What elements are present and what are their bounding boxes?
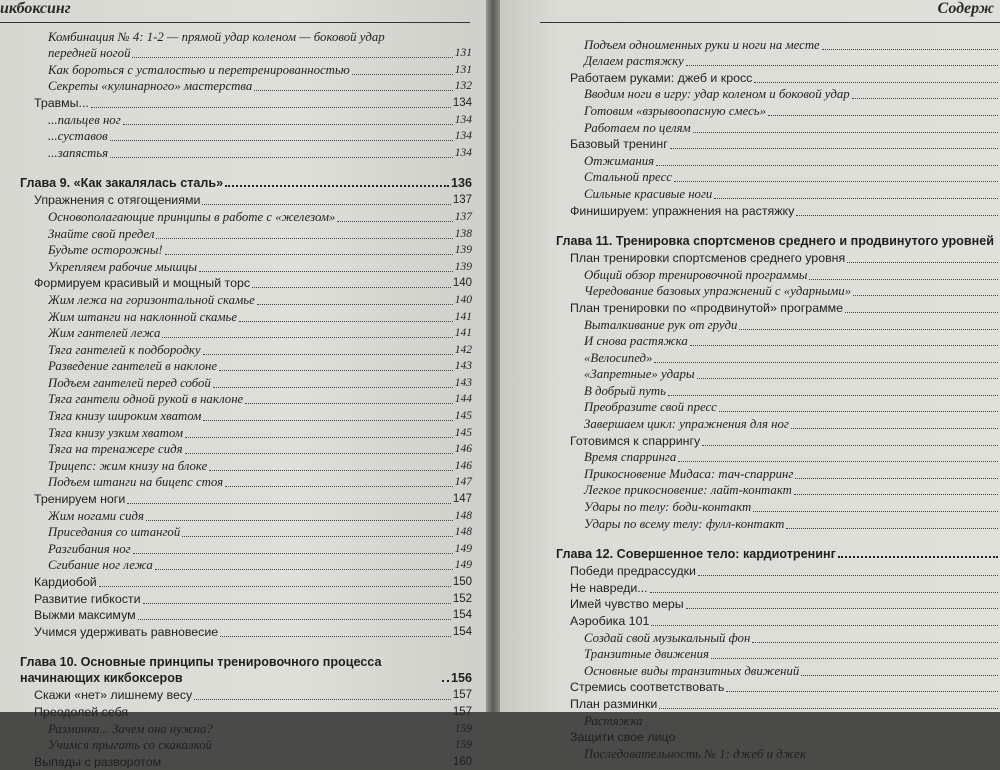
toc-subsection-entry: [556, 482, 1000, 499]
toc-entry-title: Секреты «кулинарного» мастерства: [48, 79, 253, 94]
toc-page-number: 134: [454, 146, 472, 159]
toc-entry-title: Подъем гантелей перед собой: [48, 375, 211, 390]
dot-leader: [791, 427, 998, 429]
toc-entry-title: Имей чувство меры: [570, 597, 684, 612]
toc-subsection-entry: [20, 242, 472, 259]
toc-page-number: 150: [452, 576, 472, 588]
toc-page-number: 134: [454, 130, 472, 143]
toc-entry-title: Работаем руками: джеб и кросс: [570, 70, 753, 85]
dot-leader: [138, 618, 451, 620]
toc-entry-title: Знайте свой предел: [48, 226, 155, 241]
toc-entry-title: Трицепс: жим книзу на блоке: [48, 458, 208, 473]
dot-leader: [686, 607, 998, 609]
toc-subsection-entry: [556, 465, 1000, 482]
toc-entry-title: Развитие гибкости: [34, 591, 141, 606]
dot-leader: [203, 419, 452, 421]
toc-entry-title: Легкое прикосновение: лайт-контакт: [584, 483, 792, 498]
dot-leader: [162, 336, 452, 338]
toc-entry-title: Растяжка: [584, 713, 643, 728]
dot-leader: [442, 679, 449, 682]
dot-leader: [213, 386, 453, 388]
toc-entry-title: Тяга гантелей к подбородку: [48, 342, 201, 357]
toc-section-entry: [556, 695, 1000, 712]
toc-subsection-entry: [20, 441, 472, 458]
dot-leader: [163, 765, 451, 767]
toc-entry-title: План тренировки спортсменов среднего уровня: [570, 251, 846, 266]
chapter-page-number: 136: [450, 175, 472, 190]
dot-leader: [714, 197, 998, 199]
toc-entry-title: «Запретные» удары: [584, 367, 695, 382]
dot-leader: [822, 48, 998, 50]
toc-entry-title: Тяга книзу широким хватом: [48, 409, 202, 424]
dot-leader: [239, 320, 453, 322]
dot-leader: [99, 585, 451, 587]
dot-leader: [194, 698, 451, 700]
dot-leader: [645, 724, 998, 726]
dot-leader: [123, 123, 453, 125]
toc-subsection-entry: [20, 225, 472, 242]
toc-entry-title: Будьте осторожны!: [48, 243, 163, 258]
left-header-rule: [0, 22, 470, 23]
toc-entry-title: План разминки: [570, 696, 658, 711]
dot-leader: [852, 97, 998, 99]
chapter-title: Глава 11. Тренировка спортсменов среднего и продвинутого уровней: [556, 233, 994, 248]
dot-leader: [726, 690, 998, 692]
toc-entry-title: Как бороться с усталостью и перетренированностью: [48, 62, 350, 77]
dot-leader: [352, 73, 453, 75]
toc-subsection-entry: [556, 629, 1000, 646]
toc-entry-title: Транзитные движения: [584, 647, 710, 662]
dot-leader: [768, 114, 998, 116]
toc-section-entry: [556, 563, 1000, 580]
toc-entry-title: Финишируем: упражнения на растяжку: [570, 203, 795, 218]
toc-page-number: 157: [452, 705, 472, 718]
toc-section-entry: [556, 679, 1000, 696]
dot-leader: [202, 203, 450, 205]
dot-leader: [252, 286, 451, 288]
toc-page-number: 139: [454, 244, 472, 257]
toc-entry-title: Чередование базовых упражнений с «ударными»: [584, 284, 852, 299]
dot-leader: [711, 657, 998, 659]
toc-page-number: 131: [454, 47, 472, 60]
toc-subsection-entry: [20, 45, 472, 62]
toc-page-number: 154: [452, 609, 472, 622]
toc-subsection-entry: [20, 507, 472, 524]
dot-leader: [215, 732, 453, 734]
toc-page-number: 140: [454, 293, 472, 306]
dot-leader: [219, 369, 453, 371]
toc-entry-title: Стремись соответствовать: [570, 680, 725, 695]
toc-subsection-entry: [556, 515, 1000, 532]
dot-leader: [245, 402, 453, 404]
dot-leader: [670, 147, 998, 149]
toc-page-number: 159: [454, 739, 472, 752]
toc-entry-title: Приседания со штангой: [48, 525, 181, 540]
dot-leader: [686, 64, 998, 66]
toc-section-entry: [556, 136, 1000, 153]
dot-leader: [185, 436, 453, 438]
toc-section-entry: [20, 607, 472, 624]
toc-entry-title: Выпады с разворотом: [34, 754, 162, 769]
dot-leader: [845, 311, 998, 313]
toc-subsection-entry: [556, 449, 1000, 466]
toc-entry-title: Формируем красивый и мощный торс: [34, 276, 251, 291]
toc-entry-title: Разминка... Зачем она нужна?: [48, 721, 213, 736]
toc-page-number: 147: [452, 493, 472, 506]
toc-page-number: 141: [454, 327, 472, 340]
dot-leader: [225, 485, 453, 487]
toc-entry-title: Травмы...: [34, 95, 89, 110]
dot-leader: [110, 156, 453, 158]
toc-entry-title: Готовим «взрывоопасную смесь»: [584, 103, 766, 118]
toc-entry-title: Выжми максимум: [34, 608, 136, 623]
dot-leader: [698, 574, 998, 576]
toc-page-number: 159: [454, 722, 472, 735]
dot-leader: [651, 624, 998, 626]
dot-leader: [794, 493, 998, 495]
dot-leader: [209, 469, 452, 471]
toc-subsection-entry: [556, 498, 1000, 515]
toc-entry-title: Общий обзор тренировочной программы: [584, 267, 808, 282]
toc-entry-title: Подъем одноименных руки и ноги на месте: [584, 37, 820, 52]
toc-section-entry: [556, 579, 1000, 596]
toc-page-number: 143: [454, 360, 472, 373]
toc-page-number: 154: [452, 625, 472, 638]
toc-entry-title: Завершаем цикл: упражнения для ног: [584, 417, 789, 432]
toc-page-number: 137: [452, 194, 472, 207]
toc-subsection-entry: [556, 53, 1000, 70]
dot-leader: [753, 510, 998, 512]
toc-entry-title: Сильные красивые ноги: [584, 186, 713, 201]
dot-leader: [654, 361, 998, 363]
toc-entry-title: Жим ногами сидя: [48, 508, 144, 523]
toc-subsection-entry: [556, 399, 1000, 416]
dot-leader: [132, 56, 452, 58]
left-running-head: икбоксинг: [0, 0, 71, 17]
toc-subsection-entry: [556, 283, 1000, 300]
toc-entry-title: Комбинация № 4: 1-2 — прямой удар коленом — боковой удар: [48, 29, 385, 44]
toc-section-entry: [556, 432, 1000, 449]
toc-section-entry: [20, 94, 472, 111]
toc-section-entry: [20, 590, 472, 607]
dot-leader: [91, 106, 451, 108]
toc-page-number: 143: [454, 376, 472, 389]
toc-entry-title: Жим лежа на горизонтальной скамье: [48, 292, 255, 307]
dot-leader: [739, 328, 998, 330]
toc-section-entry: [20, 192, 472, 209]
dot-leader: [786, 527, 998, 529]
dot-leader: [838, 555, 998, 558]
toc-section-entry: [556, 596, 1000, 613]
toc-subsection-entry: [556, 266, 1000, 283]
toc-section-entry: [20, 687, 472, 704]
toc-entry-title: Упражнения с отягощениями: [34, 193, 201, 208]
right-header-rule: [540, 22, 1000, 23]
toc-entry-title: Учимся прыгать со скакалкой: [48, 738, 212, 753]
dot-leader: [795, 477, 998, 479]
toc-entry-title: Разгибания ног: [48, 541, 131, 556]
dot-leader: [796, 214, 998, 216]
toc-entry-title: Победи предрассудки: [570, 564, 696, 579]
dot-leader: [155, 568, 453, 570]
toc-entry-title: Отжимания: [584, 153, 655, 168]
toc-subsection-entry: [556, 333, 1000, 350]
toc-page-number: 160: [452, 755, 472, 768]
toc-entry-title: Вводим ноги в игру: удар коленом и боковой удар: [584, 87, 850, 102]
toc-entry-title: Защити свое лицо: [570, 730, 676, 745]
chapter-page-number: 156: [450, 670, 472, 685]
toc-section-entry: [556, 729, 1000, 746]
toc-page-number: 149: [454, 559, 472, 572]
toc-subsection-entry: [20, 474, 472, 491]
toc-entry-title: Жим гантелей лежа: [48, 326, 161, 341]
toc-page-number: 137: [454, 210, 472, 223]
right-running-head: Содерж: [937, 0, 994, 17]
toc-entry-title: Скажи «нет» лишнему весу: [34, 688, 193, 703]
toc-subsection-entry: [556, 86, 1000, 103]
dot-leader: [199, 270, 453, 272]
dot-leader: [752, 641, 998, 643]
toc-subsection-entry: [556, 119, 1000, 136]
toc-subsection-entry: [556, 382, 1000, 399]
toc-page-number: 145: [454, 426, 472, 439]
toc-section-entry: [20, 490, 472, 507]
toc-page-number: 145: [454, 410, 472, 423]
dot-leader: [719, 410, 998, 412]
dot-leader: [143, 602, 451, 604]
right-toc: [556, 36, 1000, 762]
dot-leader: [801, 674, 998, 676]
toc-subsection-entry: [556, 102, 1000, 119]
dot-leader: [337, 220, 452, 222]
toc-entry-title: Готовимся к спаррингу: [570, 433, 701, 448]
toc-entry-title: Выталкивание рук от груди: [584, 317, 738, 332]
toc-subsection-entry: [20, 258, 472, 275]
dot-leader: [650, 591, 998, 593]
toc-subsection-entry: [20, 325, 472, 342]
dot-leader: [110, 139, 453, 141]
toc-entry-title: Стальной пресс: [584, 170, 672, 185]
toc-page-number: 147: [454, 476, 472, 489]
toc-subsection-entry: [556, 185, 1000, 202]
toc-page-number: 144: [454, 393, 472, 406]
toc-page-number: 131: [454, 63, 472, 76]
toc-entry-title: В добрый путь: [584, 383, 666, 398]
toc-entry-title: Тяга гантели одной рукой в наклоне: [48, 392, 244, 407]
toc-section-entry: [556, 250, 1000, 267]
toc-page-number: 139: [454, 260, 472, 273]
toc-subsection-entry: [556, 415, 1000, 432]
toc-section-entry: [20, 753, 472, 770]
toc-subsection-entry: [20, 374, 472, 391]
toc-entry-title: Тренируем ноги: [34, 492, 126, 507]
toc-page-number: 152: [452, 592, 472, 605]
dot-leader: [808, 757, 998, 759]
toc-entry-title: Основные виды транзитных движений: [584, 663, 800, 678]
toc-subsection-entry: [20, 291, 472, 308]
toc-section-entry: [556, 612, 1000, 629]
toc-page-number: 149: [454, 542, 472, 555]
dot-leader: [225, 184, 449, 187]
toc-section-entry: [20, 623, 472, 640]
toc-page-number: 141: [454, 310, 472, 323]
toc-entry-title: Учимся удерживать равновесие: [34, 624, 219, 639]
toc-subsection-entry: [20, 308, 472, 325]
dot-leader: [146, 519, 453, 521]
toc-subsection-entry: [20, 28, 472, 45]
dot-leader: [693, 131, 998, 133]
dot-leader: [185, 452, 453, 454]
toc-subsection-entry: [20, 144, 472, 161]
dot-leader: [690, 344, 998, 346]
dot-leader: [697, 377, 998, 379]
toc-chapter-heading: [20, 654, 472, 686]
toc-entry-title: ...пальцев ног: [48, 112, 121, 127]
toc-subsection-entry: [556, 646, 1000, 663]
toc-entry-title: Укрепляем рабочие мышцы: [48, 259, 198, 274]
book-spine-gutter: [486, 0, 500, 712]
dot-leader: [220, 635, 451, 637]
dot-leader: [165, 253, 453, 255]
toc-entry-title: Тяга книзу узким хватом: [48, 425, 183, 440]
toc-entry-title: Основополагающие принципы в работе с «железом»: [48, 209, 336, 224]
toc-section-entry: [556, 299, 1000, 316]
dot-leader: [677, 740, 998, 742]
dot-leader: [678, 460, 998, 462]
toc-entry-title: Преодолей себя: [34, 704, 129, 719]
toc-entry-title: «Велосипед»: [584, 350, 653, 365]
toc-entry-title: Разведение гантелей в наклоне: [48, 359, 217, 374]
left-toc: [20, 28, 472, 770]
dot-leader: [133, 552, 453, 554]
toc-subsection-entry: [556, 366, 1000, 383]
toc-entry-title: Делаем растяжку: [584, 54, 684, 69]
toc-entry-title: ...запястья: [48, 145, 109, 160]
toc-subsection-entry: [20, 78, 472, 95]
chapter-title: Глава 10. Основные принципы тренировочного процесса начинающих кикбоксеров: [20, 654, 382, 685]
toc-subsection-entry: [20, 128, 472, 145]
toc-chapter-heading: [20, 175, 472, 191]
toc-page-number: 134: [452, 96, 472, 109]
toc-entry-title: ...суставов: [48, 129, 108, 144]
toc-subsection-entry: [20, 557, 472, 574]
dot-leader: [127, 502, 451, 504]
toc-page-number: 132: [454, 80, 472, 93]
toc-subsection-entry: [20, 208, 472, 225]
toc-subsection-entry: [556, 316, 1000, 333]
dot-leader: [203, 353, 453, 355]
dot-leader: [668, 394, 998, 396]
dot-leader: [809, 278, 998, 280]
toc-entry-title: Удары по всему телу: фулл-контакт: [584, 516, 785, 531]
toc-page-number: 146: [454, 459, 472, 472]
toc-entry-title: Базовый тренинг: [570, 137, 668, 152]
toc-subsection-entry: [20, 720, 472, 737]
dot-leader: [659, 707, 998, 709]
toc-entry-title: Подъем штанги на бицепс стоя: [48, 475, 224, 490]
toc-chapter-heading: [556, 233, 1000, 249]
dot-leader: [182, 535, 453, 537]
toc-page-number: 148: [454, 526, 472, 539]
dot-leader: [257, 303, 453, 305]
toc-entry-title: передней ногой: [48, 46, 131, 61]
toc-subsection-entry: [20, 111, 472, 128]
toc-page-number: 138: [454, 227, 472, 240]
toc-subsection-entry: [556, 712, 1000, 729]
dot-leader: [674, 180, 998, 182]
toc-subsection-entry: [20, 407, 472, 424]
dot-leader: [847, 261, 998, 263]
toc-subsection-entry: [556, 36, 1000, 53]
toc-entry-title: Время спарринга: [584, 450, 677, 465]
dot-leader: [702, 444, 998, 446]
toc-subsection-entry: [20, 61, 472, 78]
toc-subsection-entry: [20, 424, 472, 441]
toc-entry-title: Прикосновение Мидаса: тач-спарринг: [584, 466, 794, 481]
toc-entry-title: Аэробика 101: [570, 614, 650, 628]
toc-entry-title: Кардиобой: [34, 575, 97, 589]
toc-subsection-entry: [20, 457, 472, 474]
toc-section-entry: [20, 573, 472, 590]
toc-subsection-entry: [556, 745, 1000, 762]
dot-leader: [156, 237, 452, 239]
dot-leader: [656, 164, 998, 166]
dot-leader: [130, 715, 451, 717]
toc-page-number: 148: [454, 509, 472, 522]
toc-entry-title: Сгибание ног лежа: [48, 558, 153, 573]
toc-section-entry: [556, 202, 1000, 219]
toc-entry-title: Работаем по целям: [584, 120, 691, 135]
toc-subsection-entry: [556, 349, 1000, 366]
toc-section-entry: [556, 69, 1000, 86]
toc-subsection-entry: [20, 524, 472, 541]
dot-leader: [214, 748, 453, 750]
toc-entry-title: Жим штанги на наклонной скамье: [48, 309, 238, 324]
dot-leader: [254, 89, 453, 91]
toc-page-number: 140: [452, 277, 472, 290]
dot-leader: [853, 294, 998, 296]
toc-subsection-entry: [556, 169, 1000, 186]
toc-subsection-entry: [20, 341, 472, 358]
toc-entry-title: Преобразите свой пресс: [584, 400, 717, 415]
toc-entry-title: План тренировки по «продвинутой» программе: [570, 300, 844, 315]
toc-subsection-entry: [20, 540, 472, 557]
toc-subsection-entry: [556, 152, 1000, 169]
toc-subsection-entry: [556, 662, 1000, 679]
chapter-title: Глава 12. Совершенное тело: кардиотренинг: [556, 546, 836, 561]
toc-entry-title: И снова растяжка: [584, 334, 688, 349]
toc-page-number: 142: [454, 343, 472, 356]
toc-page-number: 134: [454, 113, 472, 126]
toc-subsection-entry: [20, 358, 472, 375]
toc-entry-title: Тяга на тренажере сидя: [48, 442, 183, 457]
toc-section-entry: [20, 275, 472, 292]
toc-chapter-heading: [556, 546, 1000, 562]
toc-subsection-entry: [20, 737, 472, 754]
toc-entry-title: Последовательность № 1: джеб и джек: [584, 746, 806, 761]
toc-entry-title: Создай свой музыкальный фон: [584, 630, 751, 645]
chapter-title: Глава 9. «Как закалялась сталь»: [20, 175, 224, 190]
dot-leader: [754, 81, 998, 83]
toc-entry-title: Не навреди...: [570, 580, 648, 595]
toc-subsection-entry: [20, 391, 472, 408]
toc-entry-title: Удары по телу: боди-контакт: [584, 500, 752, 515]
toc-page-number: 146: [454, 443, 472, 456]
toc-page-number: 157: [452, 689, 472, 702]
